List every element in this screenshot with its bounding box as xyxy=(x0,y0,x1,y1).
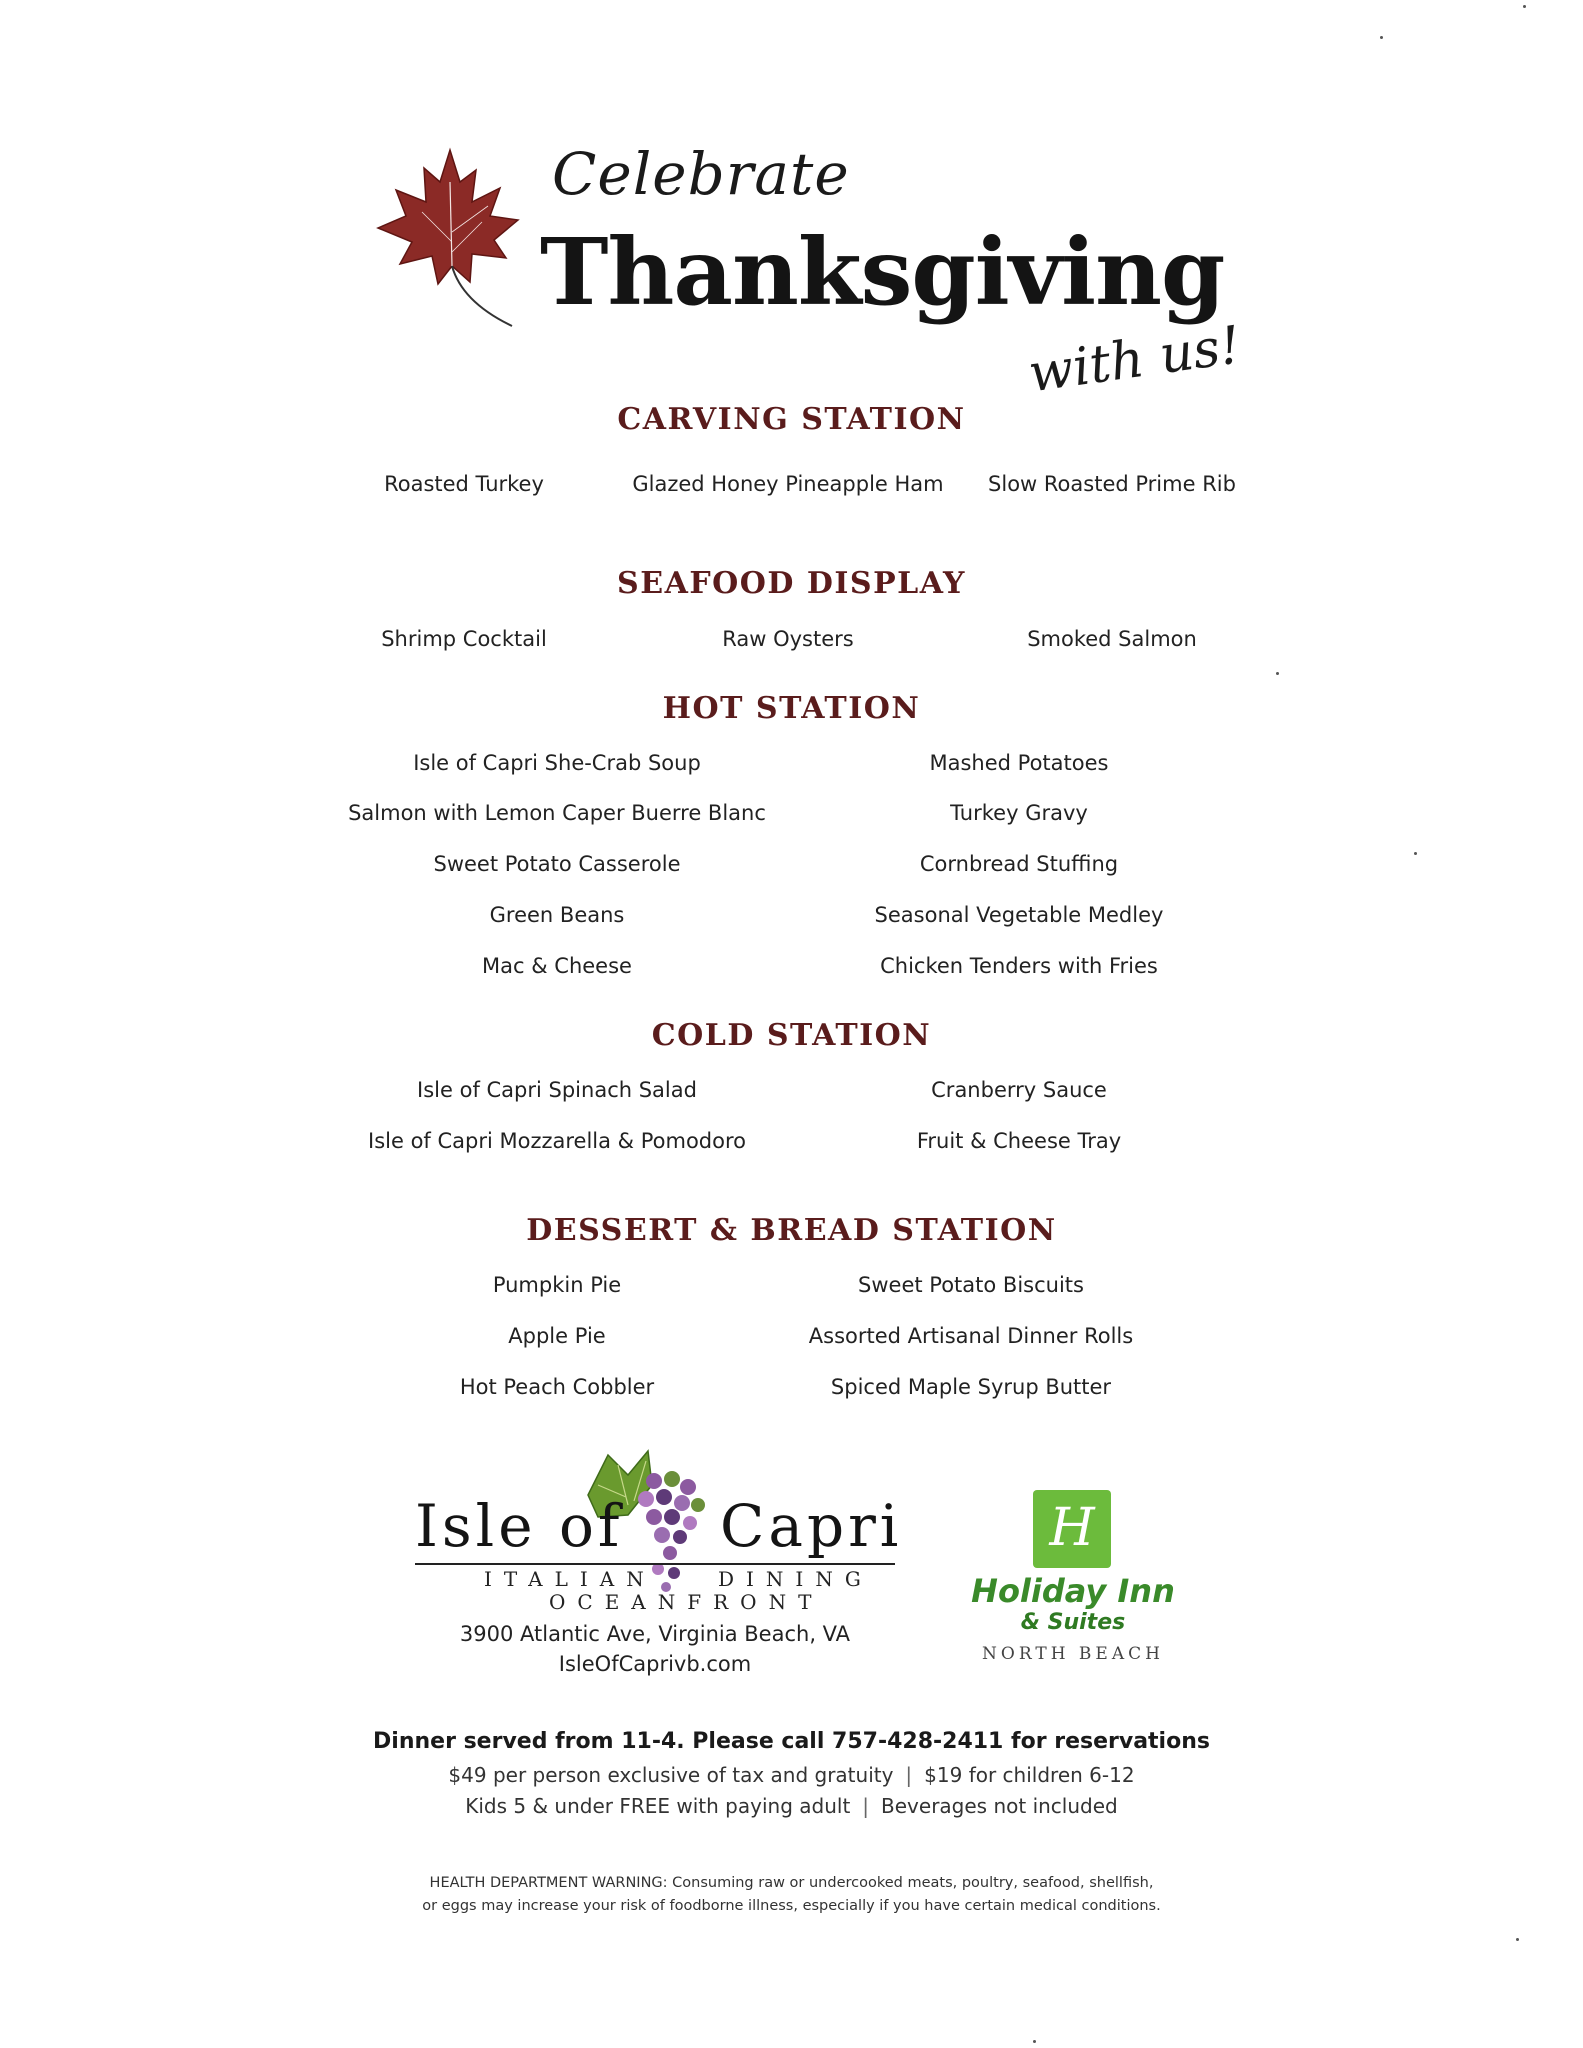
menu-item: Shrimp Cocktail xyxy=(381,627,547,651)
celebrate-text: Celebrate xyxy=(552,140,850,208)
holiday-inn-suites: & Suites xyxy=(1020,1610,1126,1635)
child-price: $19 for children 6-12 xyxy=(924,1763,1135,1787)
scan-speck xyxy=(1523,5,1526,8)
holiday-inn-mark: H xyxy=(1049,1498,1095,1558)
menu-item: Salmon with Lemon Caper Buerre Blanc xyxy=(348,801,766,825)
capri-logo-text: Capri xyxy=(720,1492,903,1560)
health-warning-line-1: HEALTH DEPARTMENT WARNING: Consuming raw or undercooked meats, poultry, seafood, shellfish, xyxy=(429,1875,1154,1891)
separator: | xyxy=(905,1763,913,1787)
adult-price: $49 per person exclusive of tax and gratuity xyxy=(448,1763,894,1787)
menu-item: Assorted Artisanal Dinner Rolls xyxy=(808,1324,1134,1348)
menu-item: Slow Roasted Prime Rib xyxy=(988,472,1236,496)
carving-station-heading: CARVING STATION xyxy=(617,402,966,437)
holiday-inn-logo-icon xyxy=(1033,1490,1111,1568)
cold-station-heading: COLD STATION xyxy=(651,1018,932,1053)
isle-of-logo-text: Isle of xyxy=(415,1492,624,1560)
maple-leaf-icon xyxy=(372,142,520,332)
hot-station-heading: HOT STATION xyxy=(662,691,921,726)
menu-item: Mac & Cheese xyxy=(482,954,632,978)
menu-item: Seasonal Vegetable Medley xyxy=(874,903,1164,927)
menu-item: Glazed Honey Pineapple Ham xyxy=(632,472,944,496)
menu-item: Isle of Capri She-Crab Soup xyxy=(413,751,701,775)
holiday-inn-name: Holiday Inn xyxy=(971,1572,1175,1610)
address: 3900 Atlantic Ave, Virginia Beach, VA xyxy=(459,1622,851,1646)
policy-line xyxy=(0,1794,1583,1818)
menu-item: Pumpkin Pie xyxy=(492,1273,622,1297)
menu-item: Chicken Tenders with Fries xyxy=(880,954,1158,978)
menu-item: Sweet Potato Biscuits xyxy=(858,1273,1084,1297)
menu-item: Mashed Potatoes xyxy=(929,751,1109,775)
scan-speck xyxy=(1033,2040,1036,2043)
north-beach-text: NORTH BEACH xyxy=(982,1644,1164,1664)
logo-divider xyxy=(415,1563,895,1565)
kids-free-text: Kids 5 & under FREE with paying adult xyxy=(465,1794,851,1818)
with-us-text: with us! xyxy=(1025,315,1245,405)
menu-item: Spiced Maple Syrup Butter xyxy=(830,1375,1112,1399)
menu-item: Apple Pie xyxy=(508,1324,606,1348)
menu-item: Isle of Capri Spinach Salad xyxy=(417,1078,697,1102)
menu-item: Raw Oysters xyxy=(722,627,854,651)
dinner-hours-text: Dinner served from 11-4. Please call 757-428-2411 for reservations xyxy=(373,1729,1210,1754)
menu-item: Green Beans xyxy=(489,903,625,927)
menu-item: Smoked Salmon xyxy=(1027,627,1197,651)
italian-text: ITALIAN xyxy=(484,1567,656,1591)
separator: | xyxy=(862,1794,870,1818)
health-warning-line-2: or eggs may increase your risk of foodborne illness, especially if you have certain medical conditions. xyxy=(422,1898,1161,1914)
menu-item: Sweet Potato Casserole xyxy=(433,852,681,876)
dessert-bread-station-heading: DESSERT & BREAD STATION xyxy=(526,1213,1057,1248)
beverages-text: Beverages not included xyxy=(881,1794,1118,1818)
dining-text: DINING xyxy=(718,1567,873,1591)
page-title: Thanksgiving xyxy=(540,218,1225,326)
seafood-display-heading: SEAFOOD DISPLAY xyxy=(617,566,966,601)
scan-speck xyxy=(1276,672,1279,675)
scan-speck xyxy=(1516,1938,1519,1941)
scan-speck xyxy=(1380,36,1383,39)
menu-item: Hot Peach Cobbler xyxy=(459,1375,655,1399)
menu-item: Cranberry Sauce xyxy=(931,1078,1107,1102)
menu-item: Turkey Gravy xyxy=(950,801,1088,825)
menu-item: Roasted Turkey xyxy=(384,472,544,496)
scan-speck xyxy=(1414,852,1417,855)
pricing-line xyxy=(0,1763,1583,1787)
website-link[interactable]: IsleOfCaprivb.com xyxy=(558,1652,752,1676)
oceanfront-text: OCEANFRONT xyxy=(549,1590,824,1614)
menu-item: Isle of Capri Mozzarella & Pomodoro xyxy=(368,1129,746,1153)
menu-item: Fruit & Cheese Tray xyxy=(916,1129,1122,1153)
menu-item: Cornbread Stuffing xyxy=(919,852,1119,876)
